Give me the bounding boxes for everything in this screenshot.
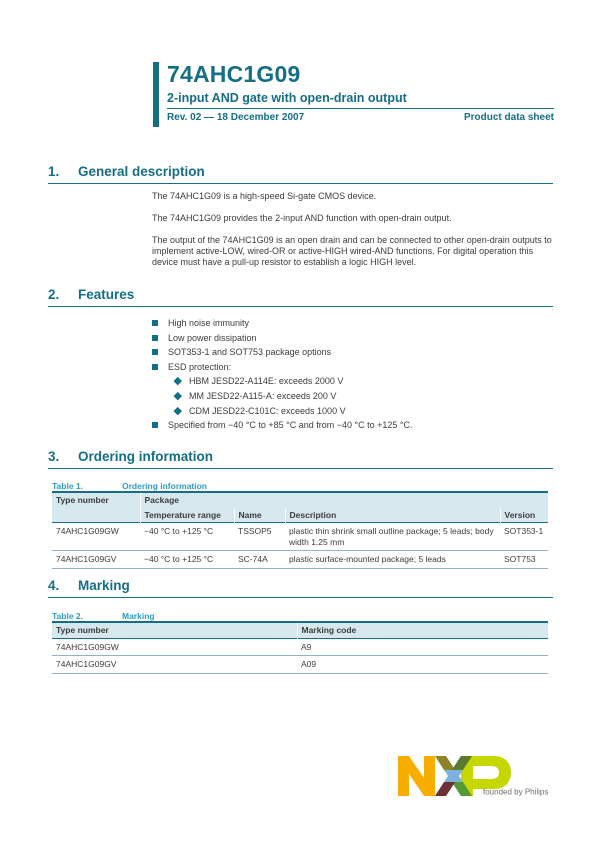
square-bullet-icon [152,422,158,428]
column-header: Type number [52,622,297,638]
nxp-logo-tagline: founded by Philips [483,787,549,797]
feature-text: MM JESD22-A115-A: exceeds 200 V [189,390,337,401]
section-heading-ordering-information [48,449,553,469]
feature-text: CDM JESD22-C101C: exceeds 1000 V [189,405,346,416]
column-header: Marking code [297,622,548,638]
table-caption-label: Table 1. [52,481,84,491]
feature-item [152,316,413,331]
table-header-row [52,492,548,508]
feature-sub-item [175,404,413,419]
table-cell-code: A09 [297,656,548,674]
ordering-information-table [52,491,548,569]
table-row [52,638,548,656]
column-header: Package [140,492,548,508]
paragraph: The output of the 74AHC1G09 is an open drain and can be connected to other open-drain outputs to implement active-LOW, wired-OR or active-HIGH wired-AND functions. For digital operation this device must have a pull-up resistor to establish a logic HIGH level. [152,235,552,267]
table-caption-text: Ordering information [122,481,207,491]
table-cell-code: A9 [297,638,548,656]
section-number: 1. [48,164,60,179]
table1-caption [52,481,207,491]
feature-text: Specified from −40 °C to +85 °C and from −40 °C to +125 °C. [168,420,413,431]
section-title: General description [78,164,205,179]
paragraph: The 74AHC1G09 is a high-speed Si-gate CMOS device. [152,191,377,201]
feature-sub-item [175,374,413,389]
nxp-logo-maroon-wedge [435,782,455,796]
table-cell-version: SOT353-1 [500,523,548,551]
table-cell-name: SC-74A [234,551,285,569]
feature-item [152,360,413,375]
square-bullet-icon [152,364,158,370]
nxp-logo [398,756,556,799]
table-cell-type: 74AHC1G09GW [52,523,140,551]
table-caption-text: Marking [122,611,155,621]
square-bullet-icon [152,320,158,326]
table-cell-temp: −40 °C to +125 °C [140,523,234,551]
feature-text: High noise immunity [168,318,250,328]
square-bullet-icon [152,349,158,355]
table-cell-type: 74AHC1G09GW [52,638,297,656]
marking-table [52,621,548,674]
column-header: Type number [52,492,140,523]
column-header: Version [500,508,548,523]
header-accent-bar [153,62,159,127]
table-cell-name: TSSOP5 [234,523,285,551]
column-header: Temperature range [140,508,234,523]
section-heading-general-description [48,164,553,184]
diamond-bullet-icon [174,377,182,385]
table-cell-desc: plastic surface-mounted package; 5 leads [285,551,500,569]
section-number: 3. [48,449,60,464]
feature-text: ESD protection: [168,361,232,372]
section-title: Marking [78,578,130,593]
header-meta-row [167,108,554,123]
table-cell-type: 74AHC1G09GV [52,656,297,674]
feature-item [152,331,413,346]
table-cell-desc: plastic thin shrink small outline package; 5 leads; body width 1.25 mm [285,523,500,551]
section-title: Ordering information [78,449,213,464]
table-cell-temp: −40 °C to +125 °C [140,551,234,569]
section-title: Features [78,287,135,302]
paragraph: The 74AHC1G09 provides the 2-input AND function with open-drain output. [152,213,452,223]
feature-item [152,345,413,360]
feature-item [152,418,413,433]
feature-text: Low power dissipation [168,332,257,343]
table-caption-label: Table 2. [52,611,84,621]
table-cell-version: SOT753 [500,551,548,569]
nxp-logo-n [398,756,435,796]
nxp-logo-olive-wedge [435,756,455,770]
table-cell-type: 74AHC1G09GV [52,551,140,569]
doc-header [153,62,554,127]
column-header: Name [234,508,285,523]
revision-date: Rev. 02 — 18 December 2007 [167,112,305,123]
feature-text: HBM JESD22-A114E: exceeds 2000 V [189,376,344,387]
feature-sub-item [175,389,413,404]
square-bullet-icon [152,335,158,341]
doc-type-label: Product data sheet [463,112,554,123]
feature-text: SOT353-1 and SOT753 package options [168,347,332,358]
section-heading-marking [48,578,553,598]
features-list [152,316,413,433]
table2-caption [52,611,155,621]
table-row [52,656,548,674]
column-header: Description [285,508,500,523]
page-title: 74AHC1G09 [167,61,301,87]
section-number: 2. [48,287,60,302]
table-row [52,551,548,569]
diamond-bullet-icon [174,406,182,414]
table-row [52,523,548,551]
section-heading-features [48,287,553,307]
section-number: 4. [48,578,60,593]
table-header-row [52,622,548,638]
diamond-bullet-icon [174,392,182,400]
page-subtitle: 2-input AND gate with open-drain output [167,91,407,105]
